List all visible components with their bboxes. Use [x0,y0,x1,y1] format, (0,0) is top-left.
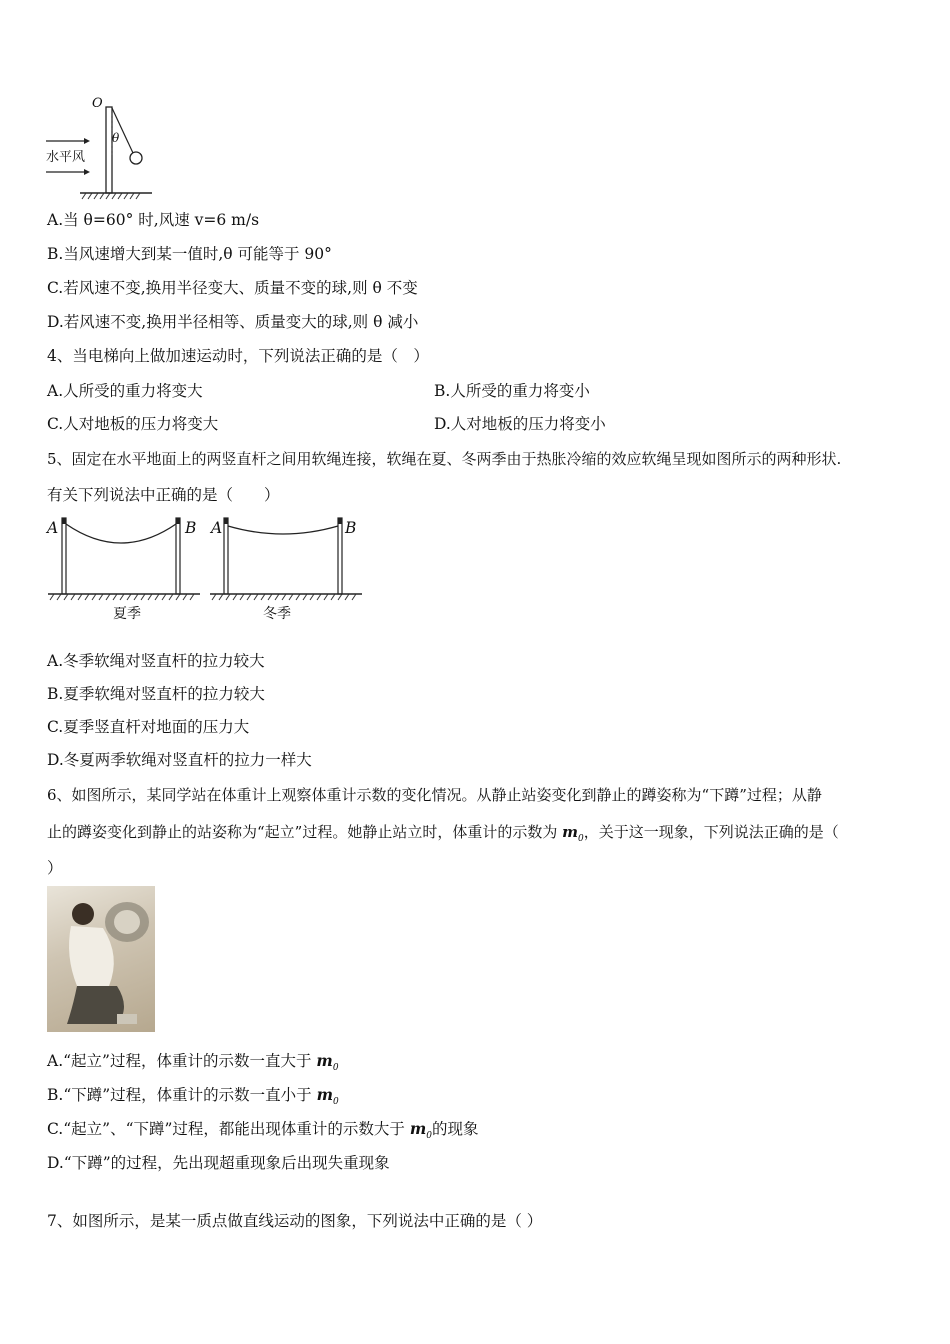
q6-m0: $m_0$ [562,823,584,844]
q5-option-b: B.夏季软绳对竖直杆的拉力较大 [47,685,265,703]
q6-stem-line2 [47,822,839,849]
q6-option-a: A.“起立”过程，体重计的示数一直大于 $m_0$ [47,1051,339,1074]
q6-stem-line2-pre: 止的蹲姿变化到静止的站姿称为“起立”过程。她静止站立时，体重计的示数为 [47,823,563,841]
pendulum-label-wind: 水平风 [46,150,86,165]
rope-figure [44,512,364,602]
q6-option-c-m0: $m_0$ [409,1119,432,1142]
q4-stem: 4、当电梯向上做加速运动时，下列说法正确的是（ ） [47,347,429,365]
q6-stem-line2-post: ，关于这一现象，下列说法正确的是（ [583,823,839,841]
winter-caption: 冬季 [263,606,291,622]
summer-label-b: B [185,519,197,537]
q6-option-d: D.“下蹲”的过程，先出现超重现象后出现失重现象 [47,1154,390,1172]
q6-stem-line3: ） [47,859,63,877]
q6-option-b: B.“下蹲”过程，体重计的示数一直小于 $m_0$ [47,1085,339,1108]
q6-option-b-m0: $m_0$ [316,1085,339,1108]
q6-option-a-m0: $m_0$ [316,1051,339,1074]
winter-label-b: B [345,519,357,537]
q5-stem-line2: 有关下列说法中正确的是（ ） [47,486,280,504]
q3-option-c: C.若风速不变,换用半径变大、质量不变的球,则 θ 不变 [47,279,418,297]
q5-option-a: A.冬季软绳对竖直杆的拉力较大 [47,652,265,670]
q7-stem: 7、如图所示，是某一质点做直线运动的图象，下列说法中正确的是（ ） [47,1212,543,1230]
q5-option-d: D.冬夏两季软绳对竖直杆的拉力一样大 [47,751,312,769]
q6-stem-line1: 6、如图所示，某同学站在体重计上观察体重计示数的变化情况。从静止站姿变化到静止的蹲姿称为“下蹲”过程；从静 [47,786,822,804]
q4-option-c: C.人对地板的压力将变大 [47,415,219,433]
winter-label-a: A [211,519,223,537]
q6-option-c: C.“起立”、“下蹲”过程，都能出现体重计的示数大于 $m_0$的现象 [47,1119,479,1142]
q3-option-d: D.若风速不变,换用半径相等、质量变大的球,则 θ 减小 [47,313,419,331]
q5-option-c: C.夏季竖直杆对地面的压力大 [47,718,250,736]
q3-option-a: A.当 θ=60° 时,风速 v=6 m/s [47,211,260,229]
q3-option-b: B.当风速增大到某一值时,θ 可能等于 90° [47,245,332,263]
weighing-scale-photo [47,886,155,1032]
pendulum-label-theta: θ [112,131,120,145]
q4-option-a: A.人所受的重力将变大 [47,382,203,400]
q5-stem-line1: 5、固定在水平地面上的两竖直杆之间用软绳连接，软绳在夏、冬两季由于热胀冷缩的效应软绳呈现如图所示的两种形状. [47,450,842,468]
q4-option-d: D.人对地板的压力将变小 [434,415,606,433]
pendulum-label-o: O [92,96,103,111]
summer-label-a: A [47,519,59,537]
summer-caption: 夏季 [113,606,141,622]
q4-option-b: B.人所受的重力将变小 [434,382,590,400]
